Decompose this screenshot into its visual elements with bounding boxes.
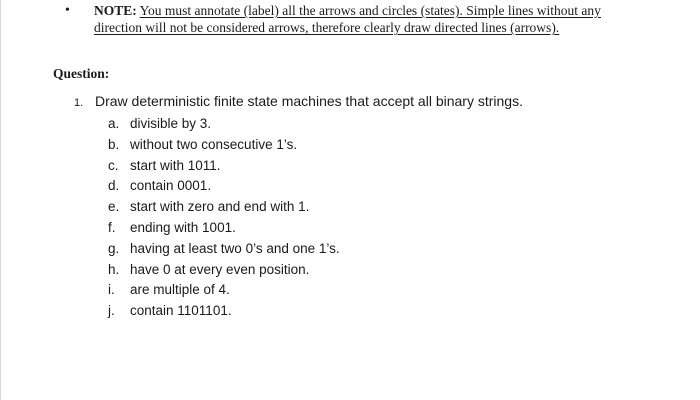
sub-question-text: without two consecutive 1’s. xyxy=(130,136,298,152)
sub-question-letter: c. xyxy=(108,157,119,173)
sub-question-letter: b. xyxy=(108,136,120,152)
sub-question-letter: e. xyxy=(108,199,120,215)
sub-question-item xyxy=(108,176,340,197)
sub-question-item xyxy=(108,114,340,135)
sub-question-item xyxy=(108,260,340,281)
sub-question-text: contain 1101101. xyxy=(130,303,232,319)
sub-question-item xyxy=(108,239,340,260)
bullet-icon: • xyxy=(65,3,70,18)
sub-question-item xyxy=(108,156,340,177)
note-text: You must annotate (label) all the arrows and circles (states). Simple lines without any direction will not be considered arrows, therefore clearly draw directed lines (arrows). xyxy=(94,3,601,35)
sub-question-text: divisible by 3. xyxy=(130,116,212,131)
sub-question-item xyxy=(108,135,340,156)
note-body xyxy=(94,2,624,36)
sub-question-letter: f. xyxy=(108,219,116,235)
sub-question-text: contain 0001. xyxy=(130,178,212,194)
sub-question-item xyxy=(108,197,340,218)
sub-question-text: ending with 1001. xyxy=(130,219,236,235)
sub-question-letter: d. xyxy=(108,178,120,194)
sub-question-text: start with zero and end with 1. xyxy=(130,199,310,215)
question-text: Draw deterministic finite state machines that accept all binary strings. xyxy=(95,93,523,109)
sub-question-text: are multiple of 4. xyxy=(130,282,230,298)
sub-question-text: having at least two 0’s and one 1’s. xyxy=(130,240,340,256)
sub-question-item xyxy=(108,218,340,239)
sub-question-letter: h. xyxy=(108,261,120,277)
note-label: NOTE: xyxy=(94,3,137,18)
question-number: 1. xyxy=(74,97,84,109)
sub-question-letter: j. xyxy=(108,303,115,319)
sub-question-item xyxy=(108,301,340,322)
sub-question-item xyxy=(108,280,340,301)
sub-question-letter: g. xyxy=(108,240,120,256)
sub-question-letter: i. xyxy=(108,282,115,298)
sub-question-list xyxy=(108,114,340,322)
sub-question-text: start with 1011. xyxy=(130,157,221,173)
question-heading: Question: xyxy=(53,66,110,81)
sub-question-letter: a. xyxy=(108,116,120,131)
sub-question-text: have 0 at every even position. xyxy=(130,261,310,277)
